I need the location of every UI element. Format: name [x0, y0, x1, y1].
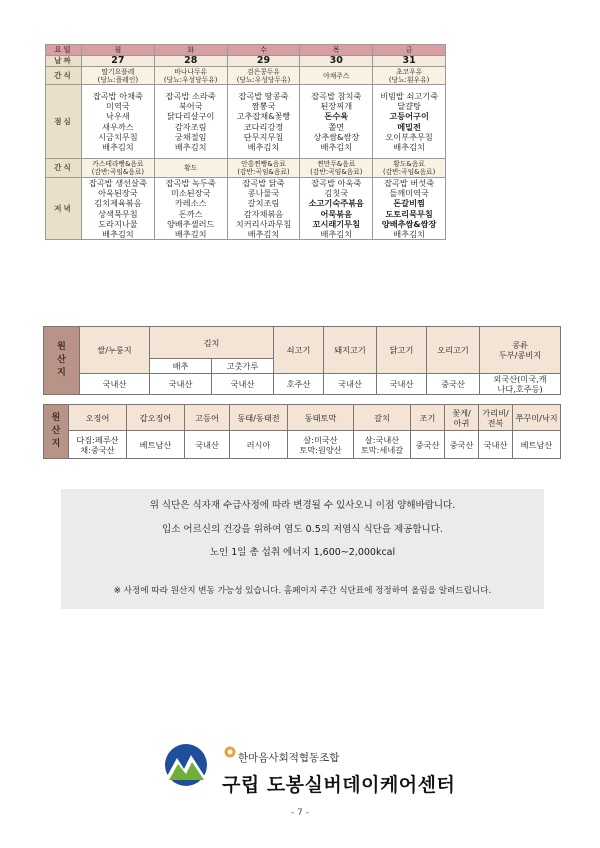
- origin-value: 베트남산: [127, 431, 185, 459]
- date-cell: 31: [373, 56, 446, 67]
- lunch-cell: 잡곡밥 아채죽 미역국 낙우새 새우까스 시금치무침 배추김치: [82, 85, 155, 159]
- origin-value: 호주산: [274, 374, 324, 395]
- origin-value: 국내산: [212, 374, 274, 395]
- origin-header: 꽃게/ 아귀: [445, 405, 479, 431]
- origin-header: 쭈꾸미/낙지: [513, 405, 561, 431]
- dow-cell: 화: [154, 45, 227, 56]
- origin-header: 조기: [411, 405, 445, 431]
- snack1-cell: 초코우유 (당뇨:흰우유): [373, 67, 446, 85]
- snack1-cell: 검은콩두유 (당뇨:우성당두유): [227, 67, 300, 85]
- notice-line: ※ 사정에 따라 원산지 변동 가능성 있습니다. 홈페이지 주간 식단표에 정정하여 올림을 알려드립니다.: [113, 586, 492, 596]
- dinner-cell: 잡곡밥 생선살죽 아욱된장국 김치제육볶음 상색묵무침 도라지나물 배추김치: [82, 178, 155, 240]
- snack1-cell: 야채주스: [300, 67, 373, 85]
- page-number: - 7 -: [291, 808, 309, 818]
- dinner-cell: 잡곡밥 아욱죽 김칫국 소고기숙주볶음 어묵볶음 꼬시래기무침 배추김치: [300, 178, 373, 240]
- date-cell: 28: [154, 56, 227, 67]
- lunch-label: 점심: [46, 85, 82, 159]
- origin-header: 쌀/누룽지: [80, 327, 150, 374]
- origin-value: 국내산: [324, 374, 377, 395]
- origin-value: 베트남산: [513, 431, 561, 459]
- snack1-cell: 바나나두유 (당뇨:우성당두유): [154, 67, 227, 85]
- coop-logo-icon: [224, 746, 236, 758]
- origin-value: 국내산: [185, 431, 230, 459]
- origin-header: 돼지고기: [324, 327, 377, 374]
- notice-line: 노인 1일 총 섭취 에너지 1,600~2,000kcal: [209, 547, 396, 558]
- dinner-cell: 잡곡밥 버섯죽 들깨미역국 돈갈비찜 도토리묵무침 양배추쌈&쌈장 배추김치: [373, 178, 446, 240]
- origin-value: 중국산: [445, 431, 479, 459]
- dinner-cell: 잡곡밥 녹두죽 미소된장국 카레소스 돈까스 양배추샐러드 배추김치: [154, 178, 227, 240]
- notice-line: 입소 어르신의 건강을 위하여 염도 0.5의 저염식 식단을 제공합니다.: [162, 524, 443, 535]
- lunch-cell: 잡곡밥 땅콩죽 짬뽕국 고추잡채&꽃빵 코다리강정 단무지무침 배추김치: [227, 85, 300, 159]
- origin-header: 갑오징어: [127, 405, 185, 431]
- origin-table-meat: [43, 326, 561, 395]
- dinner-label: 저녁: [46, 178, 82, 240]
- notice-box: [61, 489, 544, 609]
- origin-header: 갈치: [354, 405, 411, 431]
- origin-label: 원 산 지: [44, 327, 80, 395]
- origin-header: 동태토막: [288, 405, 354, 431]
- center-name: 구립 도봉실버데이케어센터: [222, 774, 456, 796]
- kimchi-sub-header: 고춧가루: [212, 359, 274, 374]
- date-cell: 27: [82, 56, 155, 67]
- origin-table-seafood: [43, 404, 561, 459]
- dow-cell: 수: [227, 45, 300, 56]
- organization-name: 한마음사회적협동조합: [238, 752, 340, 764]
- origin-value: 다짐:페루산 채:중국산: [69, 431, 127, 459]
- origin-value: 외국산(미국,캐 나다,호주등): [480, 374, 561, 395]
- lunch-cell: 잡곡밥 참치죽 된장찌개 돈수육 쫄면 상추쌈&쌈장 배추김치: [300, 85, 373, 159]
- date-cell: 30: [300, 56, 373, 67]
- origin-header: 오리고기: [427, 327, 480, 374]
- dinner-cell: 잡곡밥 닭죽 콩나물국 갈치조림 감자채볶음 치커리사과무침 배추김치: [227, 178, 300, 240]
- origin-value: 살:미국산 토막:원양산: [288, 431, 354, 459]
- dow-label: 요일: [46, 45, 82, 56]
- snack2-cell: 찐만두&음료 (감반:곡임&음료): [300, 159, 373, 178]
- dow-cell: 금: [373, 45, 446, 56]
- origin-value: 국내산: [80, 374, 150, 395]
- lunch-cell: 비빔밥 쇠고기죽 달걀탕 고등어구이 메밀전 오이부추무침 배추김치: [373, 85, 446, 159]
- snack2-cell: 황도: [154, 159, 227, 178]
- origin-header: 고등어: [185, 405, 230, 431]
- dow-cell: 목: [300, 45, 373, 56]
- origin-value: 살:국내산 토막:세네갈: [354, 431, 411, 459]
- weekly-menu-table: [45, 44, 446, 240]
- origin-label: 원 산 지: [44, 405, 69, 459]
- origin-header: 닭고기: [377, 327, 427, 374]
- snack2-cell: 안흥찐빵&음료 (감반:곡임&음료): [227, 159, 300, 178]
- origin-value: 러시아: [230, 431, 288, 459]
- origin-header: 쇠고기: [274, 327, 324, 374]
- origin-value: 국내산: [150, 374, 212, 395]
- snack2-cell: 황도&음료 (감반:곡임&음료): [373, 159, 446, 178]
- lunch-cell: 잡곡밥 소라죽 북어국 닭다리살구이 감자조림 궁채절임 배추김치: [154, 85, 227, 159]
- origin-value: 국내산: [479, 431, 513, 459]
- origin-value: 국내산: [377, 374, 427, 395]
- date-cell: 29: [227, 56, 300, 67]
- snack2-label: 간식: [46, 159, 82, 178]
- center-logo-icon: [160, 742, 212, 788]
- origin-header: 콩류 두부/콩비지: [480, 327, 561, 374]
- origin-header: 동태/동태전: [230, 405, 288, 431]
- snack2-cell: 카스테라빵&음료 (감반:곡임&음료): [82, 159, 155, 178]
- snack1-label: 간식: [46, 67, 82, 85]
- date-label: 날짜: [46, 56, 82, 67]
- kimchi-sub-header: 배추: [150, 359, 212, 374]
- notice-line: 위 식단은 식자재 수급사정에 따라 변경될 수 있사오니 이점 양해바랍니다.: [149, 500, 456, 511]
- dow-cell: 월: [82, 45, 155, 56]
- origin-value: 중국산: [411, 431, 445, 459]
- origin-header: 가리비/ 전복: [479, 405, 513, 431]
- snack1-cell: 딸기요플레 (당뇨:플레인): [82, 67, 155, 85]
- origin-value: 중국산: [427, 374, 480, 395]
- origin-header: 김치: [150, 327, 274, 359]
- origin-header: 오징어: [69, 405, 127, 431]
